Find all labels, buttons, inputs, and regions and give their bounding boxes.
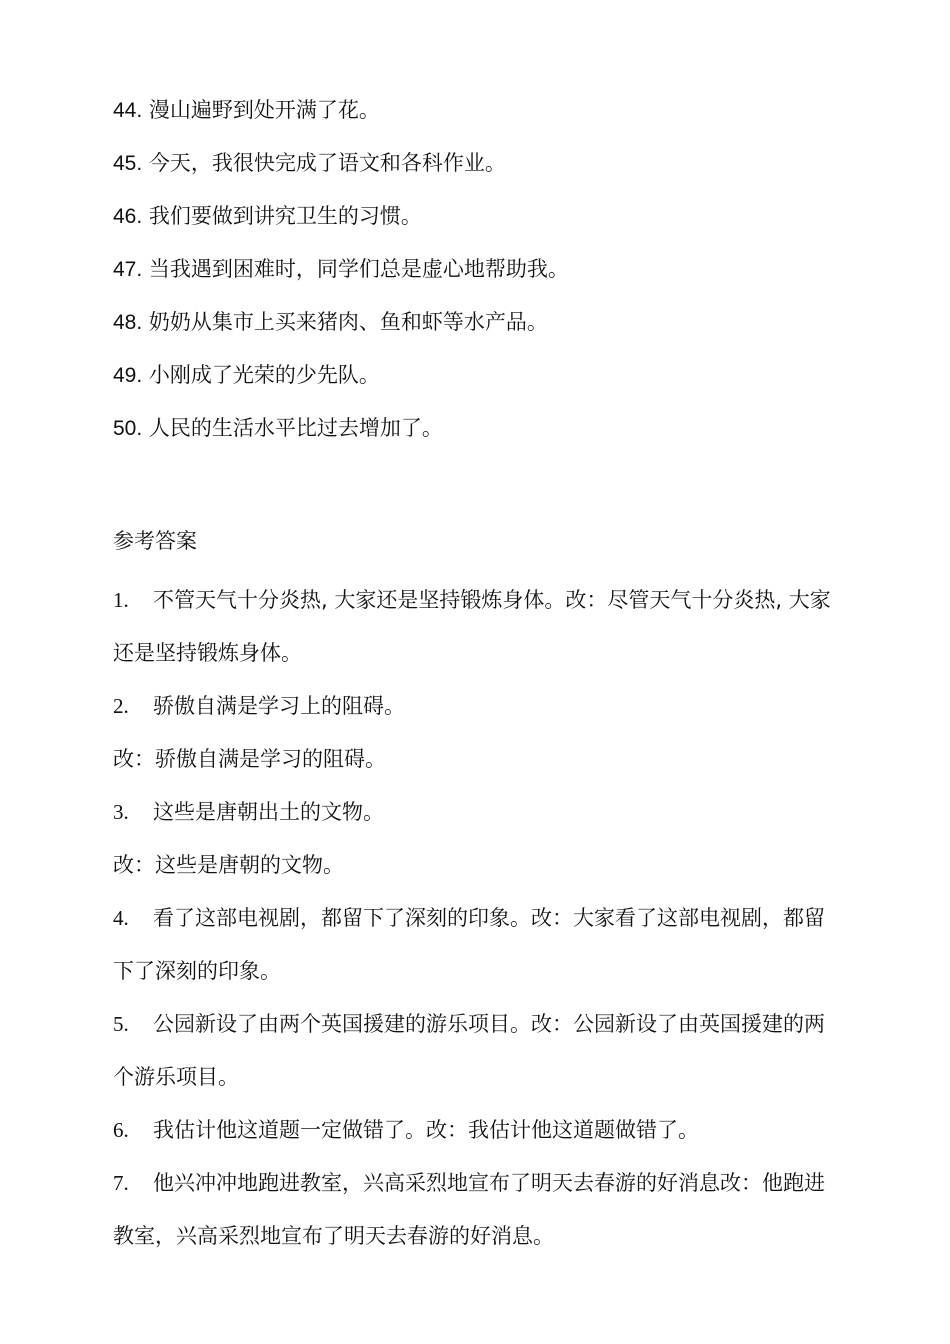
answer-3 xyxy=(113,786,843,839)
document-page xyxy=(113,90,843,1263)
answer-number: 5. xyxy=(113,1012,129,1036)
question-45 xyxy=(113,143,843,196)
question-text: 小刚成了光荣的少先队。 xyxy=(148,363,380,387)
answer-3-fix: 改：这些是唐朝的文物。 xyxy=(113,853,344,877)
answer-2-fix: 改：骄傲自满是学习的阻碍。 xyxy=(113,747,386,771)
answer-7 xyxy=(113,1157,843,1263)
answer-text: 我估计他这道题一定做错了。改：我估计他这道题做错了。 xyxy=(153,1118,699,1142)
answer-4 xyxy=(113,892,843,998)
answer-text: 看了这部电视剧，都留下了深刻的印象。改：大家看了这部电视剧，都留下了深刻的印象。 xyxy=(113,906,825,983)
question-text: 奶奶从集市上买来猪肉、鱼和虾等水产品。 xyxy=(148,310,548,334)
answer-text: 他兴冲冲地跑进教室，兴高采烈地宣布了明天去春游的好消息改：他跑进教室，兴高采烈地宣布了明天去春游的好消息。 xyxy=(113,1171,825,1248)
answer-number: 2. xyxy=(113,694,129,718)
answer-5 xyxy=(113,998,843,1104)
question-text: 人民的生活水平比过去增加了。 xyxy=(148,416,443,440)
answers-heading: 参考答案 xyxy=(113,529,197,553)
answer-text: 不管天气十分炎热, 大家还是坚持锻炼身体。改：尽管天气十分炎热, 大家还是坚持锻炼身体。 xyxy=(113,588,831,665)
answer-2 xyxy=(113,680,843,733)
answer-text: 公园新设了由两个英国援建的游乐项目。改：公园新设了由英国援建的两个游乐项目。 xyxy=(113,1012,825,1089)
answer-text: 骄傲自满是学习上的阻碍。 xyxy=(153,694,405,718)
question-text: 今天，我很快完成了语文和各科作业。 xyxy=(148,151,506,175)
question-47 xyxy=(113,249,843,302)
question-48 xyxy=(113,302,843,355)
question-number: 44. xyxy=(113,99,143,122)
question-49 xyxy=(113,355,843,408)
question-text: 当我遇到困难时，同学们总是虚心地帮助我。 xyxy=(148,257,569,281)
question-50 xyxy=(113,408,843,461)
answer-number: 3. xyxy=(113,800,129,824)
answer-6 xyxy=(113,1104,843,1157)
question-number: 49. xyxy=(113,364,143,387)
question-number: 48. xyxy=(113,311,143,334)
question-number: 47. xyxy=(113,258,143,281)
answer-number: 6. xyxy=(113,1118,129,1142)
question-number: 50. xyxy=(113,417,143,440)
answer-1 xyxy=(113,574,843,680)
question-text: 漫山遍野到处开满了花。 xyxy=(148,98,380,122)
question-number: 45. xyxy=(113,152,143,175)
question-text: 我们要做到讲究卫生的习惯。 xyxy=(148,204,422,228)
answer-number: 1. xyxy=(113,588,129,612)
question-number: 46. xyxy=(113,205,143,228)
question-44 xyxy=(113,90,843,143)
answer-text: 这些是唐朝出土的文物。 xyxy=(153,800,384,824)
answer-number: 4. xyxy=(113,906,129,930)
answer-number: 7. xyxy=(113,1171,129,1195)
question-46 xyxy=(113,196,843,249)
